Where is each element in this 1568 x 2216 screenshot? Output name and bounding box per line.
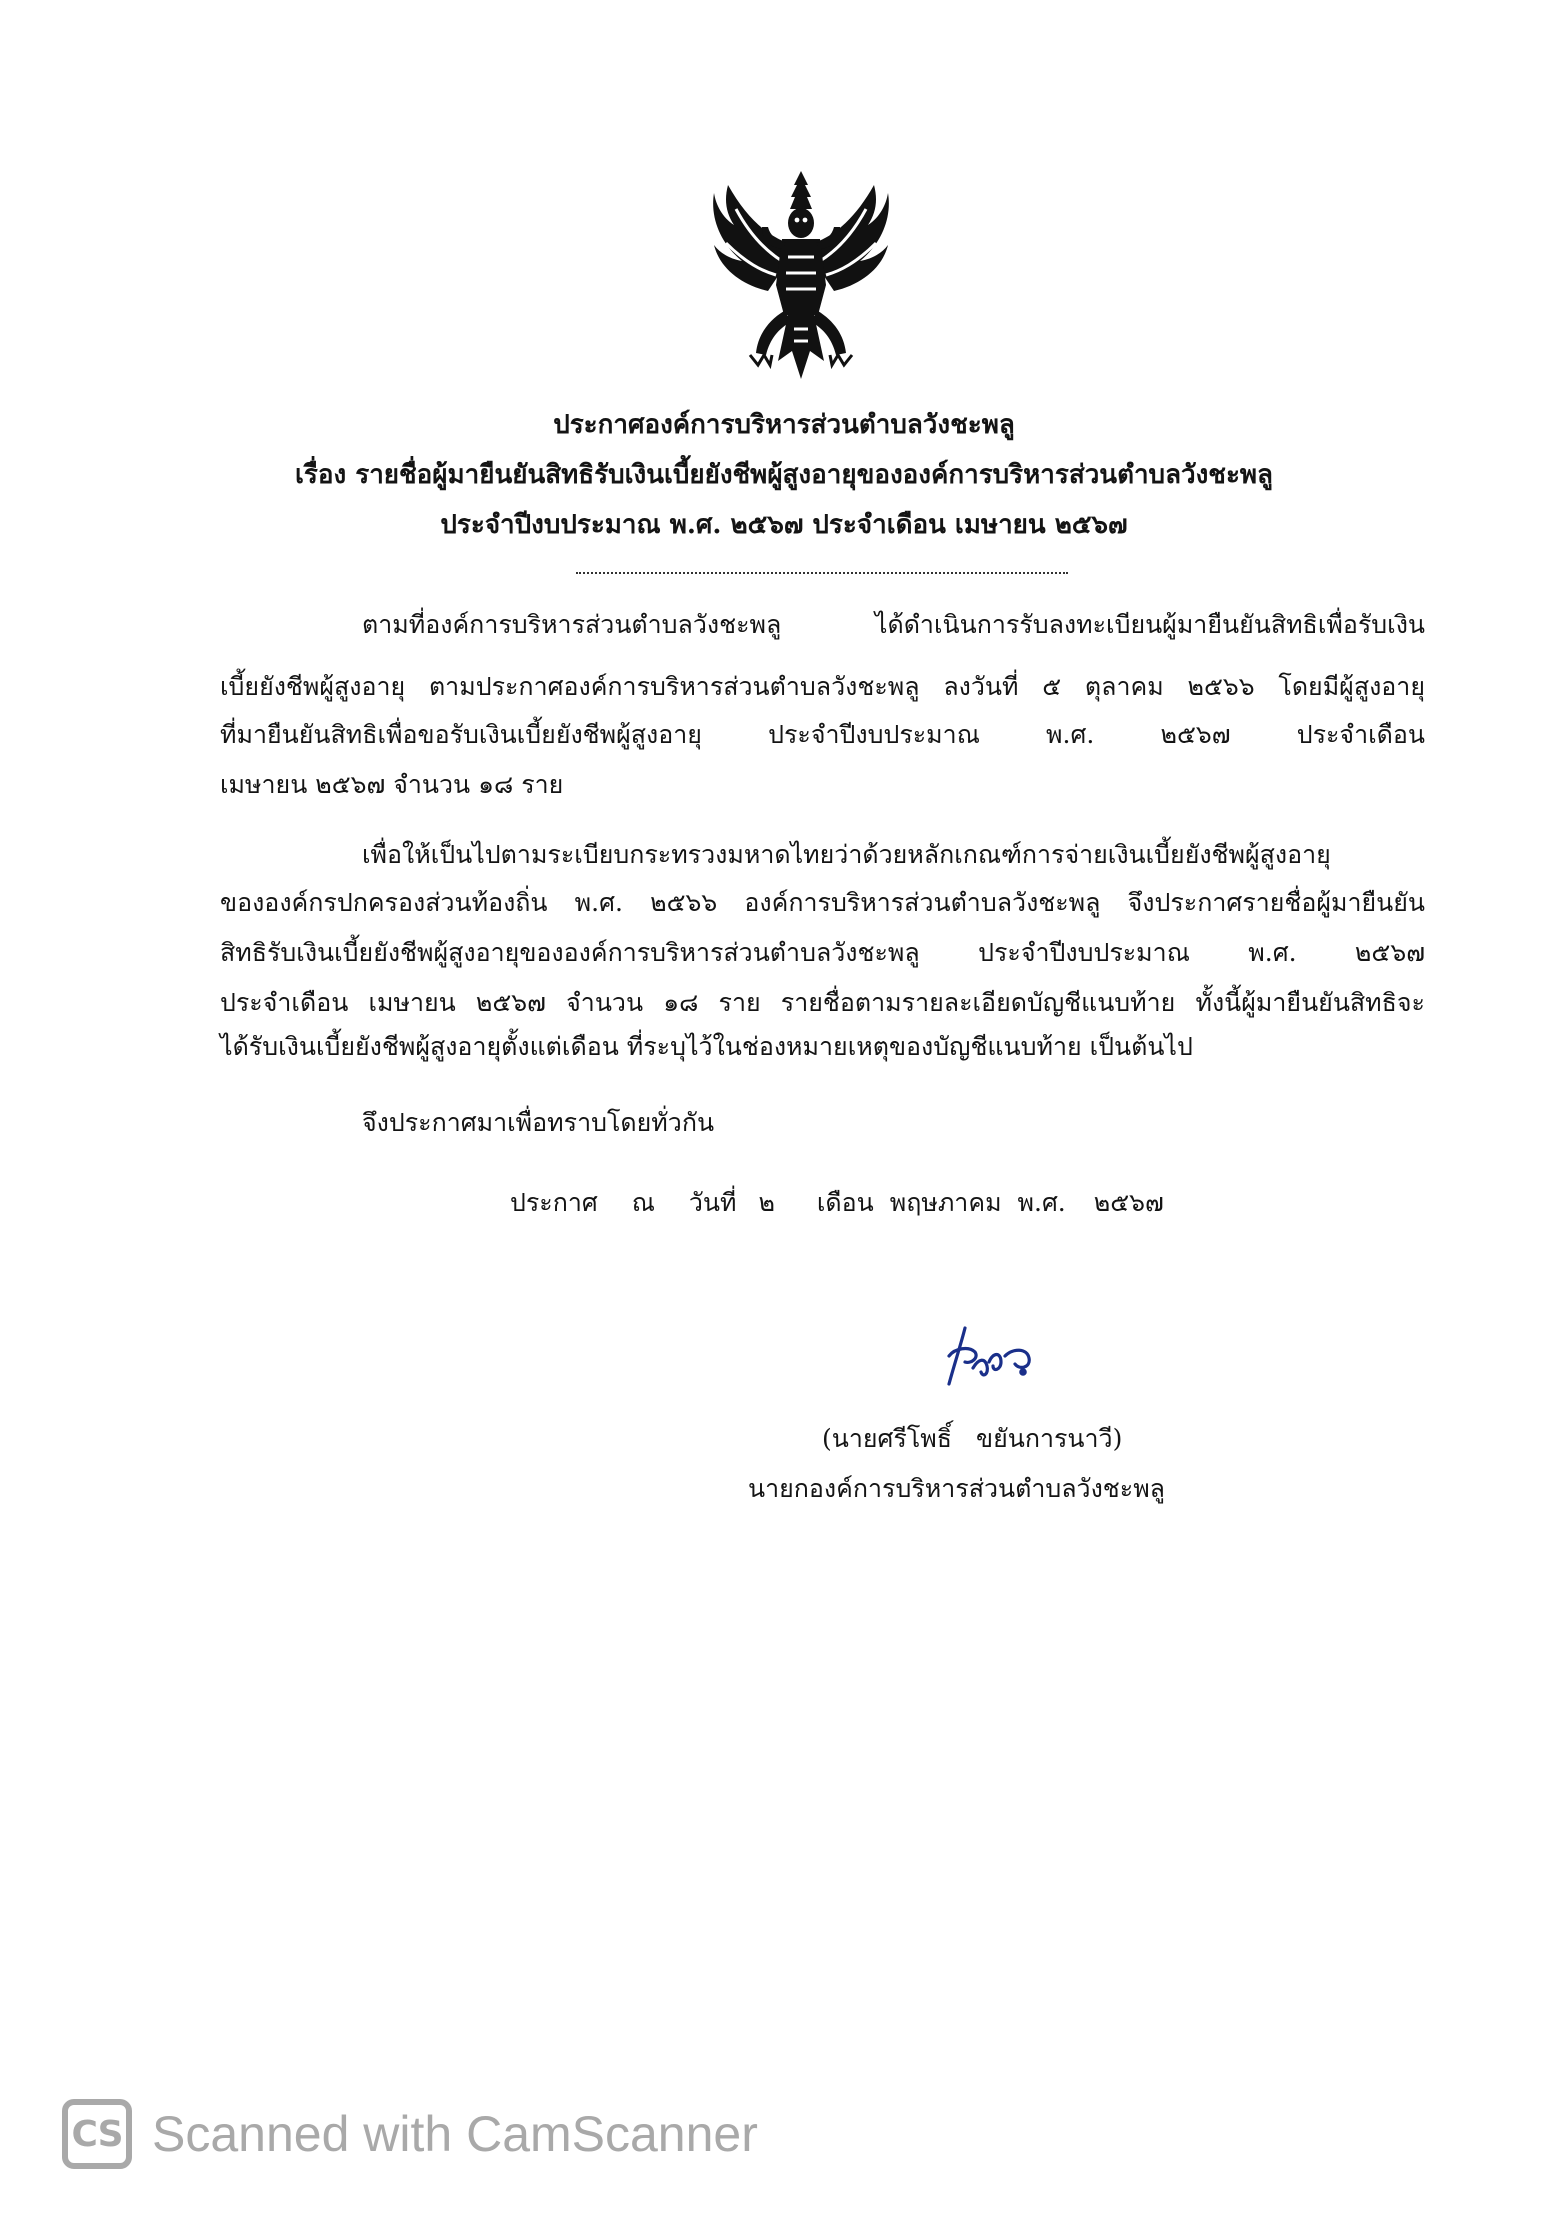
paragraph-2-line-1: เพื่อให้เป็นไปตามระเบียบกระทรวงมหาดไทยว่าด้วยหลักเกณฑ์การจ่ายเงินเบี้ยยังชีพผู้สูงอายุ xyxy=(362,840,1331,869)
date-era-label: พ.ศ. xyxy=(1017,1188,1066,1217)
camscanner-watermark xyxy=(62,2098,758,2170)
garuda-emblem-icon xyxy=(706,165,896,387)
signer-name xyxy=(822,1424,1122,1454)
handwritten-signature xyxy=(935,1318,1045,1398)
watermark-text: Scanned with CamScanner xyxy=(152,2106,758,2162)
date-month-label: เดือน xyxy=(816,1188,874,1217)
paragraph-2-line-4: ประจำเดือน เมษายน ๒๕๖๗ จำนวน ๑๘ ราย รายชื่อตามรายละเอียดบัญชีแนบท้าย ทั้งนี้ผู้มายืนยันสิทธิจะ xyxy=(220,988,1425,1017)
announcement-period: ประจำปีงบประมาณ พ.ศ. ๒๕๖๗ ประจำเดือน เมษายน ๒๕๖๗ xyxy=(440,510,1128,540)
date-announced-label: ประกาศ xyxy=(510,1188,598,1217)
paragraph-1-line-2: เบี้ยยังชีพผู้สูงอายุ ตามประกาศองค์การบริหารส่วนตำบลวังชะพลู ลงวันที่ ๕ ตุลาคม ๒๕๖๖ โดยมีผู้สูงอายุ xyxy=(220,672,1425,701)
closing-line: จึงประกาศมาเพื่อทราบโดยทั่วกัน xyxy=(362,1108,715,1137)
paragraph-1-line-3: ที่มายืนยันสิทธิเพื่อขอรับเงินเบี้ยยังชีพผู้สูงอายุ ประจำปีงบประมาณ พ.ศ. ๒๕๖๗ ประจำเดือน xyxy=(220,720,1425,749)
paragraph-1-line-4: เมษายน ๒๕๖๗ จำนวน ๑๘ ราย xyxy=(220,770,564,799)
date-year-value: ๒๕๖๗ xyxy=(1093,1188,1164,1217)
signer-given-name: (นายศรีโพธิ์ xyxy=(822,1424,952,1453)
date-at-label: ณ xyxy=(631,1188,655,1217)
camscanner-logo-icon: CS xyxy=(62,2099,132,2169)
paragraph-2-line-3: สิทธิรับเงินเบี้ยยังชีพผู้สูงอายุขององค์การบริหารส่วนตำบลวังชะพลู ประจำปีงบประมาณ พ.ศ. ๒๕๖๗ xyxy=(220,938,1425,967)
paragraph-1-line-1: ตามที่องค์การบริหารส่วนตำบลวังชะพลู ได้ดำเนินการรับลงทะเบียนผู้มายืนยันสิทธิเพื่อรับเงิน xyxy=(362,610,1425,639)
date-month-value: พฤษภาคม xyxy=(889,1188,1002,1217)
signer-family-name: ขยันการนาวี) xyxy=(976,1424,1123,1453)
announcement-subject: เรื่อง รายชื่อผู้มายืนยันสิทธิรับเงินเบี้ยยังชีพผู้สูงอายุขององค์การบริหารส่วนตำบลวังชะพลู xyxy=(295,460,1273,490)
date-day-label: วันที่ xyxy=(688,1188,737,1217)
signer-position: นายกองค์การบริหารส่วนตำบลวังชะพลู xyxy=(748,1474,1165,1503)
announcement-date xyxy=(510,1188,1190,1218)
announcement-title: ประกาศองค์การบริหารส่วนตำบลวังชะพลู xyxy=(553,410,1015,440)
separator-dotted-line xyxy=(576,572,1068,574)
paragraph-2-line-5: ได้รับเงินเบี้ยยังชีพผู้สูงอายุตั้งแต่เดือน ที่ระบุไว้ในช่องหมายเหตุของบัญชีแนบท้าย เป็นต้นไป xyxy=(220,1032,1193,1061)
paragraph-2-line-2: ขององค์กรปกครองส่วนท้องถิ่น พ.ศ. ๒๕๖๖ องค์การบริหารส่วนตำบลวังชะพลู จึงประกาศรายชื่อผู้มายืนยัน xyxy=(220,888,1425,917)
date-day-value: ๒ xyxy=(758,1188,775,1217)
